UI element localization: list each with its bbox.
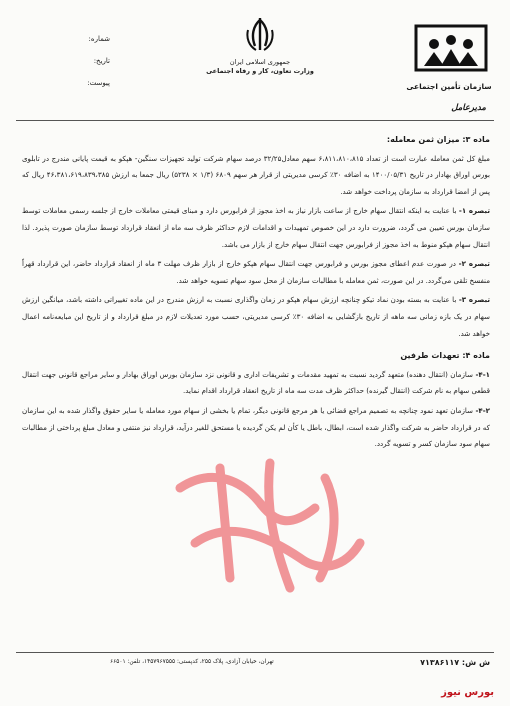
article-4-clause-2: [22, 403, 490, 453]
ceo-title: مدیرعامل: [451, 103, 486, 113]
article-3-paragraph: مبلغ کل ثمن معامله عبارت است از تعداد ۶،۸۱۱،۸۱۰،۸۱۵ سهم معادل۳۲/۲۵ درصد سهام شرکت تولید تجهیزات سنگین- هپکو به قیمت پایانی مندرج در تابلوی بورس اوراق بهادار در تاریخ ۱۴۰۰/۰۵/۳۱ به اضافه ۳۰٪ کرسی مدیریتی از قرار هر سهم ۶۸۰۹ (۱/۳ × ۵۲۳۸) ریال جمعا به ارزش ۴۶،۳۸۱،۶۱۹،۸۳۹،۳۸۵ ریال که پس از امضا قرارداد به سازمان پرداخت خواهد شد.: [22, 153, 490, 196]
clause-2-label: ۴-۲-: [475, 405, 490, 415]
reference-number: ش ش: ۷۱۳۸۶۱۱۷: [420, 658, 490, 667]
article-3-note-1: [22, 203, 490, 253]
note-1-label: تبصره ۱-: [458, 206, 490, 216]
footer-divider: [16, 652, 494, 653]
article-4-clause-1: [22, 367, 490, 400]
letter-body: [22, 128, 490, 456]
note-2-text: در صورت عدم اعطای مجوز بورس و فرابورس جهت انتقال سهام هپکو خارج از بازار ظرف مهلت ۳ ماه از انعقاد قرارداد حاضر، این قرارداد قهراً منفسخ تلقی می‌گردد. در این صورت، ثمن معامله با مطالبات سازمان از محل سود سهام تسویه خواهد شد.: [22, 259, 490, 285]
article-4-heading: ماده ۴: تعهدات طرفین: [400, 351, 490, 361]
note-1-text: با عنایت به اینکه انتقال سهام خارج از ساعت بازار نیاز به اخذ مجوز از فرابورس دارد و مبنای قیمتی معاملات خارج از جلسه رسمی معاملات توسط سازمان بورس تعیین می گردد، ضرورت دارد در این خصوص تمهیدات و اقدامات لازم حداکثر ظرف سه ماه از انعقاد قرارداد توسط سازمان صورت پذیرد. لذا انتقال سهام هپکو منوط به اخذ مجوز از فرابورس جهت انتقال سهام خارج از بازار می باشد.: [22, 206, 490, 249]
note-3-label: تبصره ۳-: [458, 295, 491, 305]
social-security-logo-icon: [414, 22, 488, 80]
ministry-name: [200, 58, 320, 76]
note-3-text: با عنایت به بسته بودن نماد تیکو چنانچه ارزش سهام هپکو در زمان واگذاری نسبت به ارزش مندرج در این ماده تغییراتی داشته باشد، میانگین ارزش سهام در یک بازه زمانی سه ماهه از تاریخ بازگشایی به اضافه ۳۰٪ کرسی مدیریتی، حسب مورد تعدیلات لازم در مبلغ قرارداد و از تاریخ این مبایعه‌نامه اعمال خواهد شد.: [22, 295, 490, 338]
meta-number: شماره:: [88, 35, 110, 43]
article-3-note-2: [22, 256, 490, 289]
clause-2-text: سازمان تعهد نمود چنانچه به تصمیم مراجع قضائی یا هر مرجع قانونی دیگر، تمام یا بخشی از سهام مورد معامله یا سایر حقوق واگذار شده به این سازمان که در قرارداد حاضر به شرکت واگذار شده است، ابطال، باطل یا کأن لم یکن گردیده یا مستحق للغیر درآید، قرارداد نیز منتفی و معادل مبلغ پرداختی از مطالبات سهام سود سازمان کسر و تسویه گردد.: [22, 405, 490, 449]
ministry-line-1: جمهوری اسلامی ایران: [229, 58, 291, 66]
ministry-line-2: وزارت تعاون، کار و رفاه اجتماعی: [206, 67, 314, 75]
article-3-note-3: [22, 292, 490, 342]
clause-1-label: ۴-۱-: [475, 369, 490, 379]
iran-emblem-icon: [243, 16, 277, 56]
footer-address: تهران، خیابان آزادی، پلاک ۲۵۵، کدپستی: ۱۴۵۷۹۶۷۵۵۵، تلفن: ۶۶۵۰۱: [110, 659, 274, 665]
header-divider: [16, 120, 494, 121]
article-3-heading: ماده ۳: میزان ثمن معامله:: [386, 135, 490, 144]
note-2-label: تبصره ۲-: [458, 259, 490, 269]
clause-1-text: سازمان (انتقال دهنده) متعهد گردید نسبت به تمهید مقدمات و تشریفات اداری و قانونی نزد سازمان بورس اوراق بهادار و سایر مراجع قانونی جهت انتقال قطعی سهام به نام شرکت (انتقال گیرنده) حداکثر ظرف مدت سه ماه از تاریخ انعقاد قرارداد اقدام نماید.: [22, 369, 490, 396]
bourse-news-watermark: بورس نیوز: [441, 687, 494, 698]
letter-meta: [20, 28, 110, 94]
meta-attachment: پیوست:: [87, 79, 110, 87]
red-watermark-stamp-icon: [150, 448, 380, 598]
org-name: سازمان تأمین اجتماعی: [406, 82, 492, 91]
meta-date: تاریخ:: [93, 57, 110, 65]
